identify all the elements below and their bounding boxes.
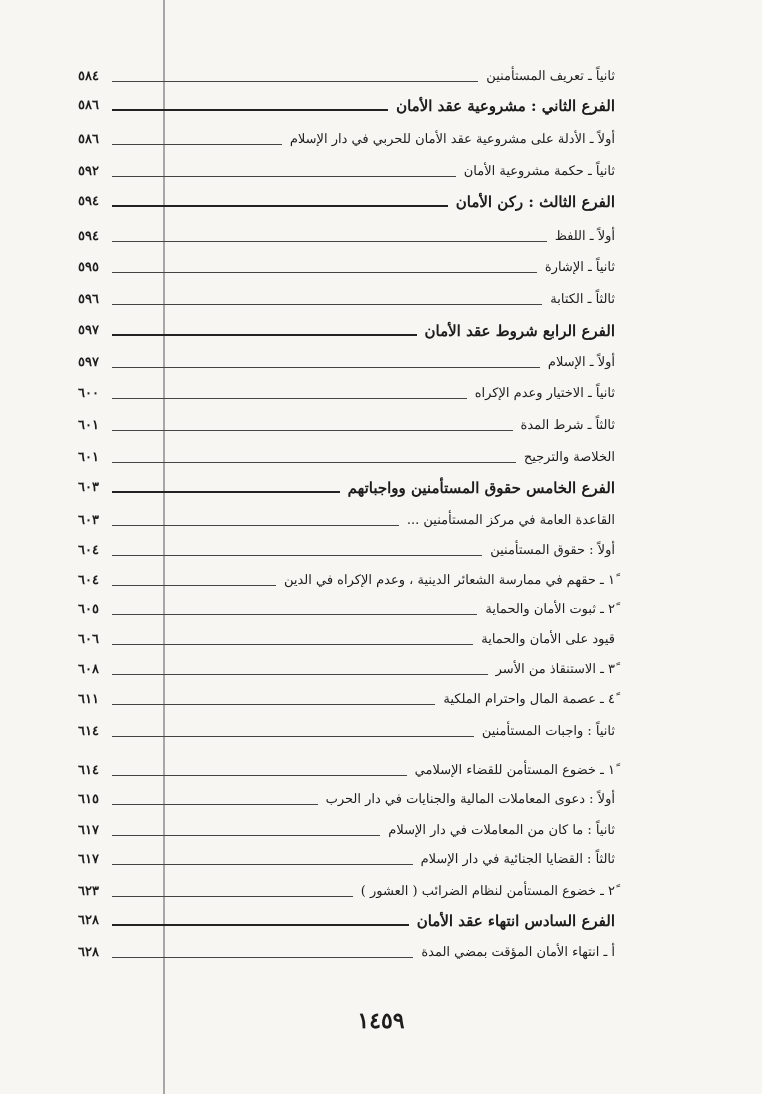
toc-entry-title: ثانياً ـ تعريف المستأمنين xyxy=(486,69,615,84)
toc-page-number: ٥٨٦ xyxy=(78,132,99,147)
toc-row xyxy=(78,532,615,560)
toc-page-number: ٦٠٣ xyxy=(78,480,99,495)
toc-entry-title: أولاً : دعوى المعاملات المالية والجنايات في دار الحرب xyxy=(325,792,615,807)
toc-page-number: ٥٩٤ xyxy=(78,229,99,244)
toc-entry-title: أولاً : حقوق المستأمنين xyxy=(490,543,615,558)
dot-leader xyxy=(112,81,478,82)
toc-entry-title: ثالثاً ـ شرط المدة xyxy=(520,418,615,433)
dot-leader xyxy=(112,864,413,865)
toc-entry-title: ١ً ـ خضوع المستأمن للقضاء الإسلامي xyxy=(414,763,615,778)
toc-entry-title: ٢ً ـ ثبوت الأمان والحماية xyxy=(485,602,615,617)
toc-row xyxy=(78,375,615,403)
toc-row xyxy=(78,713,615,741)
toc-entry-title: ثانياً ـ الإشارة xyxy=(544,260,615,275)
toc-entry-title: ثالثاً ـ الكتابة xyxy=(550,292,615,307)
toc-entry-title: أولاً ـ الأدلة على مشروعية عقد الأمان للحربي في دار الإسلام xyxy=(289,132,615,147)
toc-row xyxy=(78,439,615,467)
dot-leader xyxy=(112,835,380,836)
toc-entry-title: القاعدة العامة في مركز المستأمنين ... xyxy=(406,513,615,528)
toc-row xyxy=(78,407,615,435)
toc-entry-title: الخلاصة والترجيح xyxy=(523,450,615,465)
toc-page-number: ٥٨٦ xyxy=(78,98,99,113)
dot-leader xyxy=(112,775,407,776)
toc-entry-title: الفرع الثاني : مشروعية عقد الأمان xyxy=(396,97,615,115)
dot-leader xyxy=(112,205,448,207)
dot-leader xyxy=(112,462,516,463)
dot-leader xyxy=(112,241,547,242)
toc-page-number: ٦٠٥ xyxy=(78,602,99,617)
dot-leader xyxy=(112,644,473,645)
toc-entry-title: أ ـ انتهاء الأمان المؤقت بمضي المدة xyxy=(421,945,615,960)
toc-entry-title: الفرع الرابع شروط عقد الأمان xyxy=(424,322,615,340)
page-number: ١٤٥٩ xyxy=(357,1008,405,1034)
toc-page-number: ٦١٧ xyxy=(78,823,99,838)
toc-row xyxy=(78,469,615,497)
dot-leader xyxy=(112,525,399,526)
toc-row xyxy=(78,344,615,372)
toc-row xyxy=(78,934,615,962)
dot-leader xyxy=(112,804,318,805)
toc-page-number: ٦٠١ xyxy=(78,418,99,433)
toc-page-number: ٦٠١ xyxy=(78,450,99,465)
dot-leader xyxy=(112,924,409,926)
toc-page-number: ٦٢٨ xyxy=(78,945,99,960)
toc-row xyxy=(78,812,615,840)
toc-entry-title: الفرع السادس انتهاء عقد الأمان xyxy=(416,912,615,930)
dot-leader xyxy=(112,896,353,897)
toc-row xyxy=(78,502,615,530)
dot-leader xyxy=(112,334,417,336)
toc-row xyxy=(78,562,615,590)
toc-row xyxy=(78,183,615,211)
toc-page-number: ٦٠٨ xyxy=(78,662,99,677)
toc-entry-title: ١ً ـ حقهم في ممارسة الشعائر الدينية ، وعدم الإكراه في الدين xyxy=(283,573,615,588)
toc-page-number: ٦١٥ xyxy=(78,792,99,807)
toc-row xyxy=(78,651,615,679)
toc-entry-title: ثانياً : ما كان من المعاملات في دار الإسلام xyxy=(388,823,615,838)
dot-leader xyxy=(112,430,513,431)
toc-page-number: ٥٩٦ xyxy=(78,292,99,307)
toc-row xyxy=(78,841,615,869)
dot-leader xyxy=(112,704,435,705)
toc-page-number: ٦٢٣ xyxy=(78,884,99,899)
toc-page-number: ٦٠٤ xyxy=(78,573,99,588)
toc-page-number: ٦٠٤ xyxy=(78,543,99,558)
toc-entry-title: الفرع الثالث : ركن الأمان xyxy=(455,193,615,211)
toc-entry-title: ثانياً ـ الاختيار وعدم الإكراه xyxy=(474,386,615,401)
toc-row xyxy=(78,752,615,780)
toc-row xyxy=(78,781,615,809)
toc-entry-title: قيود على الأمان والحماية xyxy=(481,632,615,647)
toc-row xyxy=(78,218,615,246)
toc-entry-title: ثالثاً : القضايا الجنائية في دار الإسلام xyxy=(420,852,615,867)
toc-page-number: ٥٩٥ xyxy=(78,260,99,275)
toc-entry-title: ٣ً ـ الاستنقاذ من الأسر xyxy=(495,662,615,677)
toc-row xyxy=(78,281,615,309)
toc-page-number: ٥٩٧ xyxy=(78,323,99,338)
toc-row xyxy=(78,87,615,115)
toc-page-number: ٥٩٢ xyxy=(78,164,99,179)
dot-leader xyxy=(112,736,474,737)
toc-entry-title: ثانياً : واجبات المستأمنين xyxy=(481,724,615,739)
toc-entry-title: أولاً ـ اللفظ xyxy=(554,229,615,244)
dot-leader xyxy=(112,674,488,675)
toc-entry-title: ٢ً ـ خضوع المستأمن لنظام الضرائب ( العشور ) xyxy=(360,884,615,899)
dot-leader xyxy=(112,555,482,556)
dot-leader xyxy=(112,614,477,615)
toc-row xyxy=(78,121,615,149)
toc-page-number: ٦١٤ xyxy=(78,763,99,778)
toc-row xyxy=(78,681,615,709)
toc-row xyxy=(78,621,615,649)
dot-leader xyxy=(112,585,276,586)
toc-page-number: ٦٢٨ xyxy=(78,913,99,928)
toc-page-number: ٦٠٠ xyxy=(78,386,99,401)
toc-row xyxy=(78,58,615,86)
toc-page-number: ٦٠٣ xyxy=(78,513,99,528)
dot-leader xyxy=(112,176,456,177)
toc-row xyxy=(78,591,615,619)
toc-page-number: ٥٩٧ xyxy=(78,355,99,370)
dot-leader xyxy=(112,144,282,145)
dot-leader xyxy=(112,398,467,399)
toc-row xyxy=(78,873,615,901)
toc-page-number: ٥٩٤ xyxy=(78,194,99,209)
toc-page-number: ٦٠٦ xyxy=(78,632,99,647)
dot-leader xyxy=(112,491,340,493)
toc-row xyxy=(78,902,615,930)
toc-page-number: ٦١٧ xyxy=(78,852,99,867)
dot-leader xyxy=(112,367,540,368)
toc-entry-title: أولاً ـ الإسلام xyxy=(547,355,615,370)
toc-page-number: ٦١٤ xyxy=(78,724,99,739)
toc-row xyxy=(78,153,615,181)
toc-row xyxy=(78,312,615,340)
dot-leader xyxy=(112,109,388,111)
toc-entry-title: الفرع الخامس حقوق المستأمنين وواجباتهم xyxy=(347,479,615,497)
dot-leader xyxy=(112,272,537,273)
toc-entry-title: ثانياً ـ حكمة مشروعية الأمان xyxy=(463,164,615,179)
toc-entry-title: ٤ً ـ عصمة المال واحترام الملكية xyxy=(443,692,615,707)
toc-page-number: ٦١١ xyxy=(78,692,99,707)
toc-page-number: ٥٨٤ xyxy=(78,69,99,84)
toc-row xyxy=(78,249,615,277)
dot-leader xyxy=(112,304,542,305)
dot-leader xyxy=(112,957,413,958)
